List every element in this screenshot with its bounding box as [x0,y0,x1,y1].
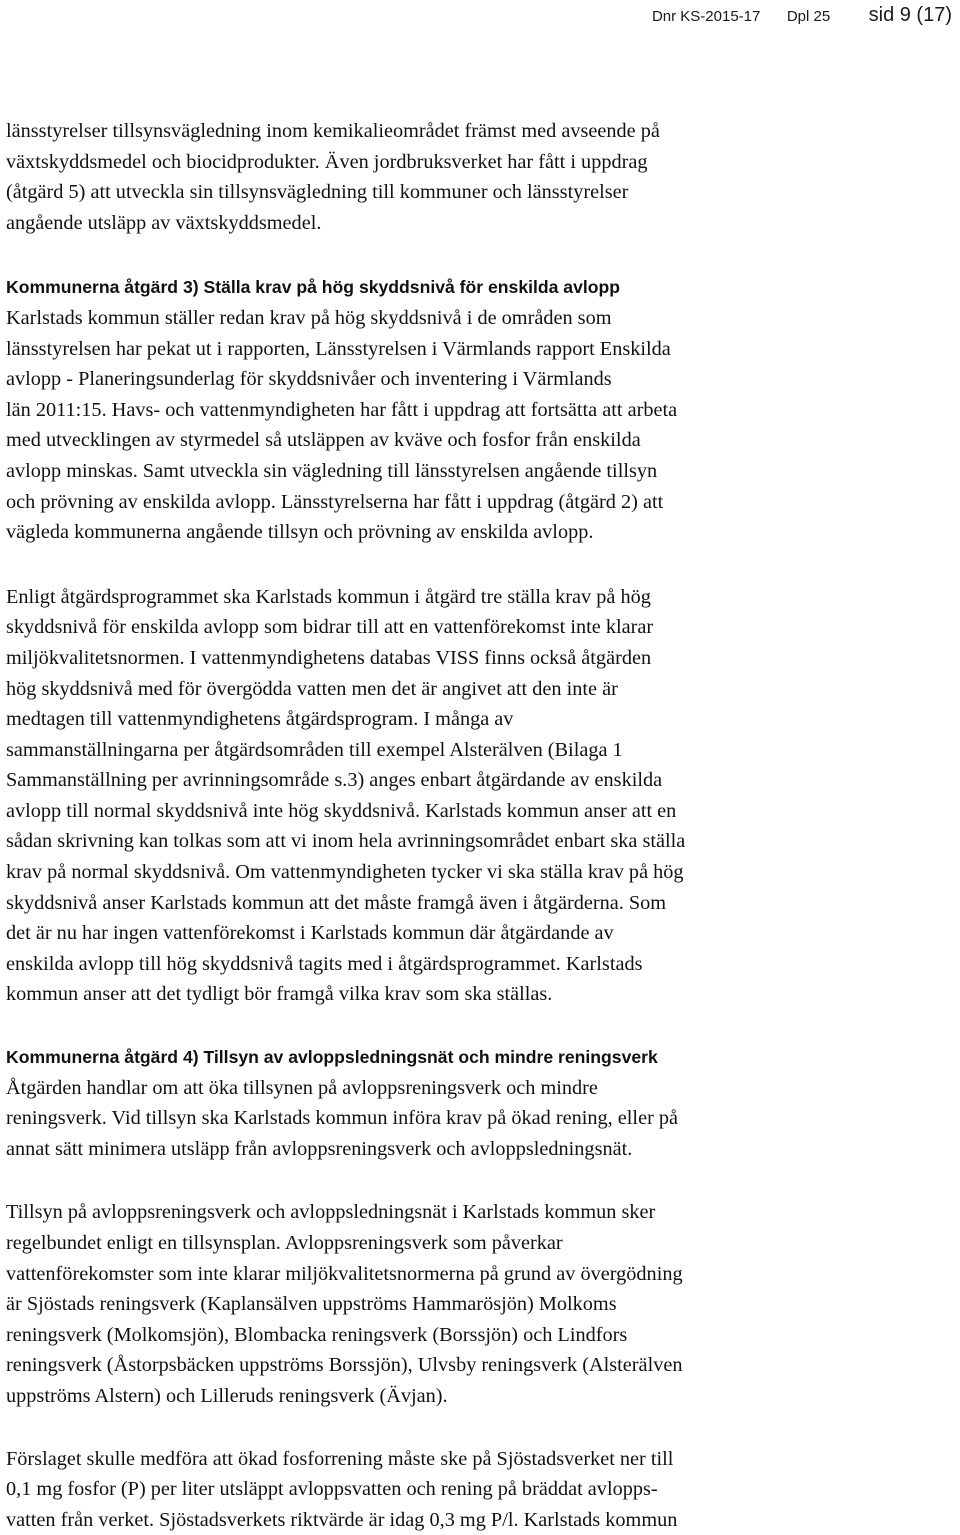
document-body [6,116,956,1535]
paragraph-forslaget: Förslaget skulle medföra att ökad fosforrening måste ske på Sjöstadsverket ner till 0,1 mg fosfor (P) per liter utsläppt avloppsvatten och rening på bräddat avlopps- vatten från verket. Sjöstadsverkets riktvärde är idag 0,3 mg P/l. Karlstads kommun [6,1447,678,1531]
section-heading-atgard-3: Kommunerna åtgärd 3) Ställa krav på hög skyddsnivå för enskilda avlopp [6,277,621,298]
section-heading-atgard-4: Kommunerna åtgärd 4) Tillsyn av avloppsledningsnät och mindre reningsverk [6,1047,658,1068]
document-part: Dpl 25 [786,8,831,25]
paragraph-atgardsprogram: Enligt åtgärdsprogrammet ska Karlstads kommun i åtgärd tre ställa krav på hög skyddsnivå för enskilda avlopp som bidrar till att en vattenförekomst inte klarar miljökvalitetsnormen. I vattenmyndighetens databas VISS finns också åtgärden hög skyddsnivå med för övergödda vatten men det är angivet att den inte är medtagen till vattenmyndighetens åtgärdsprogram. I många av sammanställningarna per åtgärdsområden till exempel Alsterälven (Bilaga 1 Sammanställning per avrinningsområde s.3) anges enbart åtgärdande av enskilda avlopp till normal skyddsnivå inte hög skyddsnivå. Karlstads kommun anser att en sådan skrivning kan tolkas som att vi inom hela avrinningsområdet enbart ska ställa krav på normal skyddsnivå. Om vattenmyndigheten tycker vi ska ställa krav på hög skyddsnivå anser Karlstads kommun att det måste framgå även i åtgärderna. Som det är nu har ingen vattenförekomst i Karlstads kommun där åtgärdande av enskilda avlopp till hög skyddsnivå tagits med i åtgärdsprogrammet. Karlstads kommun anser att det tydligt bör framgå vilka krav som ska ställas. [6,585,686,1006]
paragraph-atgard-4-description: Åtgärden handlar om att öka tillsynen på avloppsreningsverk och mindre reningsverk. Vid tillsyn ska Karlstads kommun införa krav på ökad rening, eller på annat sätt minimera utsläpp från avloppsreningsverk och avloppsledningsnät. [6,1076,679,1160]
page-header [652,4,952,27]
paragraph-intro: länsstyrelser tillsynsvägledning inom kemikalieområdet främst med avseende på växtskyddsmedel och biocidprodukter. Även jordbruksverket har fått i uppdrag (åtgärd 5) att utveckla sin tillsynsvägledning till kommuner och länsstyrelser angående utsläpp av växtskyddsmedel. [6,120,660,234]
paragraph-tillsyn: Tillsyn på avloppsreningsverk och avloppsledningsnät i Karlstads kommun sker regelbundet enligt en tillsynsplan. Avloppsreningsverk som påverkar vattenförekomster som inte klarar miljökvalitetsnormerna på grund av övergödning är Sjöstads reningsverk (Kaplansälven uppströms Hammarösjön) Molkoms reningsverk (Molkomsjön), Blombacka reningsverk (Borssjön) och Lindfors reningsverk (Åstorpsbäcken uppströms Borssjön), Ulvsby reningsverk (Alsterälven uppströms Alstern) och Lilleruds reningsverk (Ävjan). [6,1201,683,1407]
document-reference: Dnr KS-2015-17 [651,8,761,25]
page-number: sid 9 (17) [868,4,952,26]
paragraph-atgard-3-response: Karlstads kommun ställer redan krav på hög skyddsnivå i de områden som länsstyrelsen har pekat ut i rapporten, Länsstyrelsen i Värmlands rapport Enskilda avlopp - Planeringsunderlag för skyddsnivåer och inventering i Värmlands län 2011:15. Havs- och vattenmyndigheten har fått i uppdrag att fortsätta att arbeta med utvecklingen av styrmedel så utsläppen av kväve och fosfor från enskilda avlopp minskas. Samt utveckla sin vägledning till länsstyrelsen angående tillsyn och prövning av enskilda avlopp. Länsstyrelserna har fått i uppdrag (åtgärd 2) att vägleda kommunerna angående tillsyn och prövning av enskilda avlopp. [6,306,678,544]
